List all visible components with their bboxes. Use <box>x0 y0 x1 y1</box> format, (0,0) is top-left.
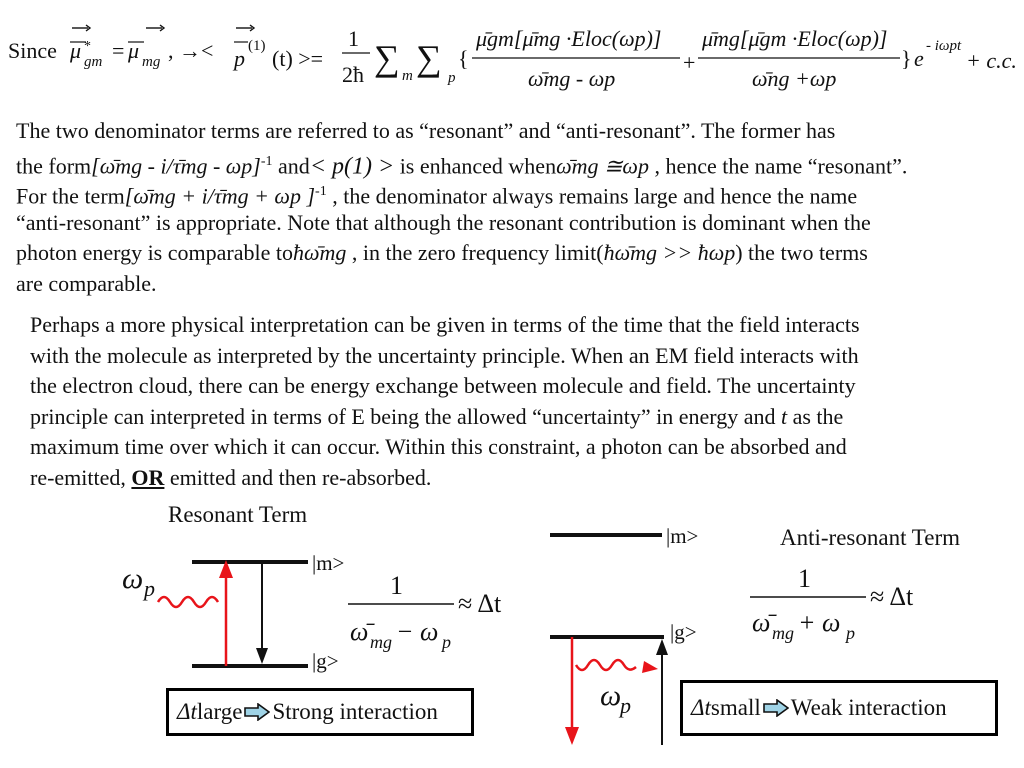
resonant-title: Resonant Term <box>168 502 308 527</box>
resonant-energy-levels <box>100 498 540 678</box>
para2-line-6 <box>30 463 860 494</box>
eq-sub-mg: mg <box>142 54 161 70</box>
polarization-expr: < p(1) > <box>309 152 395 179</box>
box-dt: Δt <box>177 699 197 724</box>
para2-text: re-emitted, <box>30 464 132 490</box>
box-result: Strong interaction <box>272 699 438 724</box>
emission-arrowhead <box>256 648 268 664</box>
eq-mu-gm: μ <box>70 38 82 63</box>
eq-arrow: , →< <box>168 38 214 63</box>
eq-exp-sup: - iωpt <box>926 38 962 54</box>
para2-line-4 <box>30 402 860 433</box>
frac-den-rest: − ω <box>396 617 439 646</box>
eq-one: 1 <box>348 26 359 51</box>
antiresonant-denominator-expr: [ω̄mg + i/τ̄mg + ωp ] <box>124 183 316 209</box>
para1-text: is enhanced when <box>394 152 557 178</box>
eq-t: (t) >= <box>272 46 324 71</box>
frac-num: 1 <box>390 571 403 600</box>
omega-label: ω <box>600 679 622 712</box>
para1-text: photon energy is comparable to <box>16 240 293 266</box>
emission-arrowhead <box>565 727 579 745</box>
omega-sub: p <box>620 693 631 718</box>
eq-frac1-den: ω̄mg - ωp <box>528 66 616 91</box>
exponent: -1 <box>260 153 273 169</box>
eq-sub-gm: gm <box>84 54 103 70</box>
eq-star: * <box>84 39 91 54</box>
frac-den-sub2: p <box>442 632 451 652</box>
level-g-label: |g> <box>312 649 339 673</box>
paragraph-resonant-explanation <box>16 116 907 300</box>
absorption-arrowhead <box>656 639 668 655</box>
box-dt: Δt <box>691 695 711 720</box>
zero-frequency-expr: ħω̄mg >> ħωp <box>603 240 736 266</box>
photon-wave <box>158 597 218 607</box>
level-g-label: |g> <box>670 620 697 644</box>
para1-line-1: The two denominator terms are referred to as “resonant” and “anti-resonant”. The former has <box>16 118 836 143</box>
frac-den-rest: + ω <box>798 608 841 637</box>
eq-sum-sub-p: p <box>448 70 456 86</box>
time-symbol: t <box>780 403 788 429</box>
or-emphasis: OR <box>131 464 165 490</box>
para2-line-2: with the molecule as interpreted by the uncertainty principle. When an EM field interacts with <box>30 342 859 368</box>
para2-text: principle can interpreted in terms of E being the allowed “uncertainty” in energy and <box>30 403 781 429</box>
para1-text: the form <box>16 152 92 178</box>
para1-text: , hence the name “resonant”. <box>648 152 908 178</box>
antiresonant-term-diagram <box>540 515 1024 768</box>
frac-den-sub: mg <box>370 632 392 652</box>
para2-line-1: Perhaps a more physical interpretation can be given in terms of the time that the field interacts <box>30 312 860 337</box>
eq-mu-mg: μ <box>128 38 140 63</box>
eq-sup-1: (1) <box>248 38 266 54</box>
right-arrow-icon <box>244 703 270 721</box>
eq-2hbar: 2ħ <box>342 62 364 87</box>
level-m-label: |m> <box>312 551 345 575</box>
para1-line-3 <box>16 177 907 208</box>
level-m-label: |m> <box>666 524 699 548</box>
photon-arrowhead <box>642 661 658 673</box>
para1-line-4: “anti-resonant” is appropriate. Note that although the resonant contribution is dominant when the <box>16 209 871 235</box>
para1-line-2 <box>16 147 907 178</box>
eq-sum-sub-m: m <box>402 68 413 84</box>
para1-line-6: are comparable. <box>16 270 157 296</box>
photon-wave <box>576 660 636 670</box>
para1-text: For the term <box>16 183 125 209</box>
frac-den-sub2: p <box>846 623 855 643</box>
strong-interaction-box <box>166 688 474 736</box>
eq-cc: + c.c. <box>966 48 1017 73</box>
para2-line-3: the electron cloud, there can be energy exchange between molecule and field. The uncertainty <box>30 373 856 399</box>
box-result: Weak interaction <box>790 695 947 720</box>
eq-brace-close: } <box>901 46 912 71</box>
para2-line-5: maximum time over which it can occur. Within this constraint, a photon can be absorbed and <box>30 434 847 460</box>
para2-text: as the <box>787 403 844 429</box>
exponent: -1 <box>315 184 327 200</box>
omega-sub: p <box>144 576 155 601</box>
paragraph-uncertainty-interpretation <box>30 310 860 494</box>
omega-label: ω <box>122 562 144 595</box>
para1-text: and <box>272 152 310 178</box>
eq-since: Since <box>8 38 57 63</box>
box-small: small <box>710 695 761 720</box>
resonant-denominator-expr: [ω̄mg - i/τ̄mg - ωp] <box>91 152 261 178</box>
weak-interaction-box <box>680 680 998 736</box>
approx-dt: ≈ Δt <box>458 589 502 618</box>
photon-energy-expr: ħω̄mg <box>292 240 347 266</box>
eq-frac1-num: μ̄gm[μ̄mg ·Eloc(ωp)] <box>476 26 662 51</box>
resonant-term-diagram <box>100 498 540 768</box>
top-equation <box>8 10 1018 94</box>
eq-sum-1: ∑ <box>374 38 400 78</box>
eq-frac2-num: μ̄mg[μ̄gm ·Eloc(ωp)] <box>702 26 888 51</box>
eq-p: p <box>234 46 245 71</box>
para1-text: , the denominator always remains large and hence the name <box>326 183 858 209</box>
frac-num: 1 <box>798 564 811 593</box>
frac-den-omega: ω̄ <box>752 608 771 637</box>
eq-plus: + <box>683 50 696 75</box>
frac-den-omega: ω̄ <box>350 617 369 646</box>
resonance-condition-expr: ω̄mg ≅ωp <box>556 152 649 178</box>
para1-text: , in the zero frequency limit( <box>346 240 604 266</box>
para2-text: emitted and then re-absorbed. <box>164 464 432 490</box>
para1-text: ) the two terms <box>735 240 868 266</box>
eq-equals: = <box>112 38 125 63</box>
frac-den-sub: mg <box>772 623 794 643</box>
box-large: large <box>196 699 243 724</box>
para1-line-5 <box>16 238 907 269</box>
approx-dt: ≈ Δt <box>870 582 914 611</box>
eq-frac2-den: ω̄ng +ωp <box>752 66 837 91</box>
eq-exp-e: e <box>914 46 924 71</box>
eq-brace-open: { <box>458 46 469 71</box>
antiresonant-title: Anti-resonant Term <box>780 525 961 550</box>
eq-sum-2: ∑ <box>416 38 442 78</box>
right-arrow-icon <box>763 699 789 717</box>
